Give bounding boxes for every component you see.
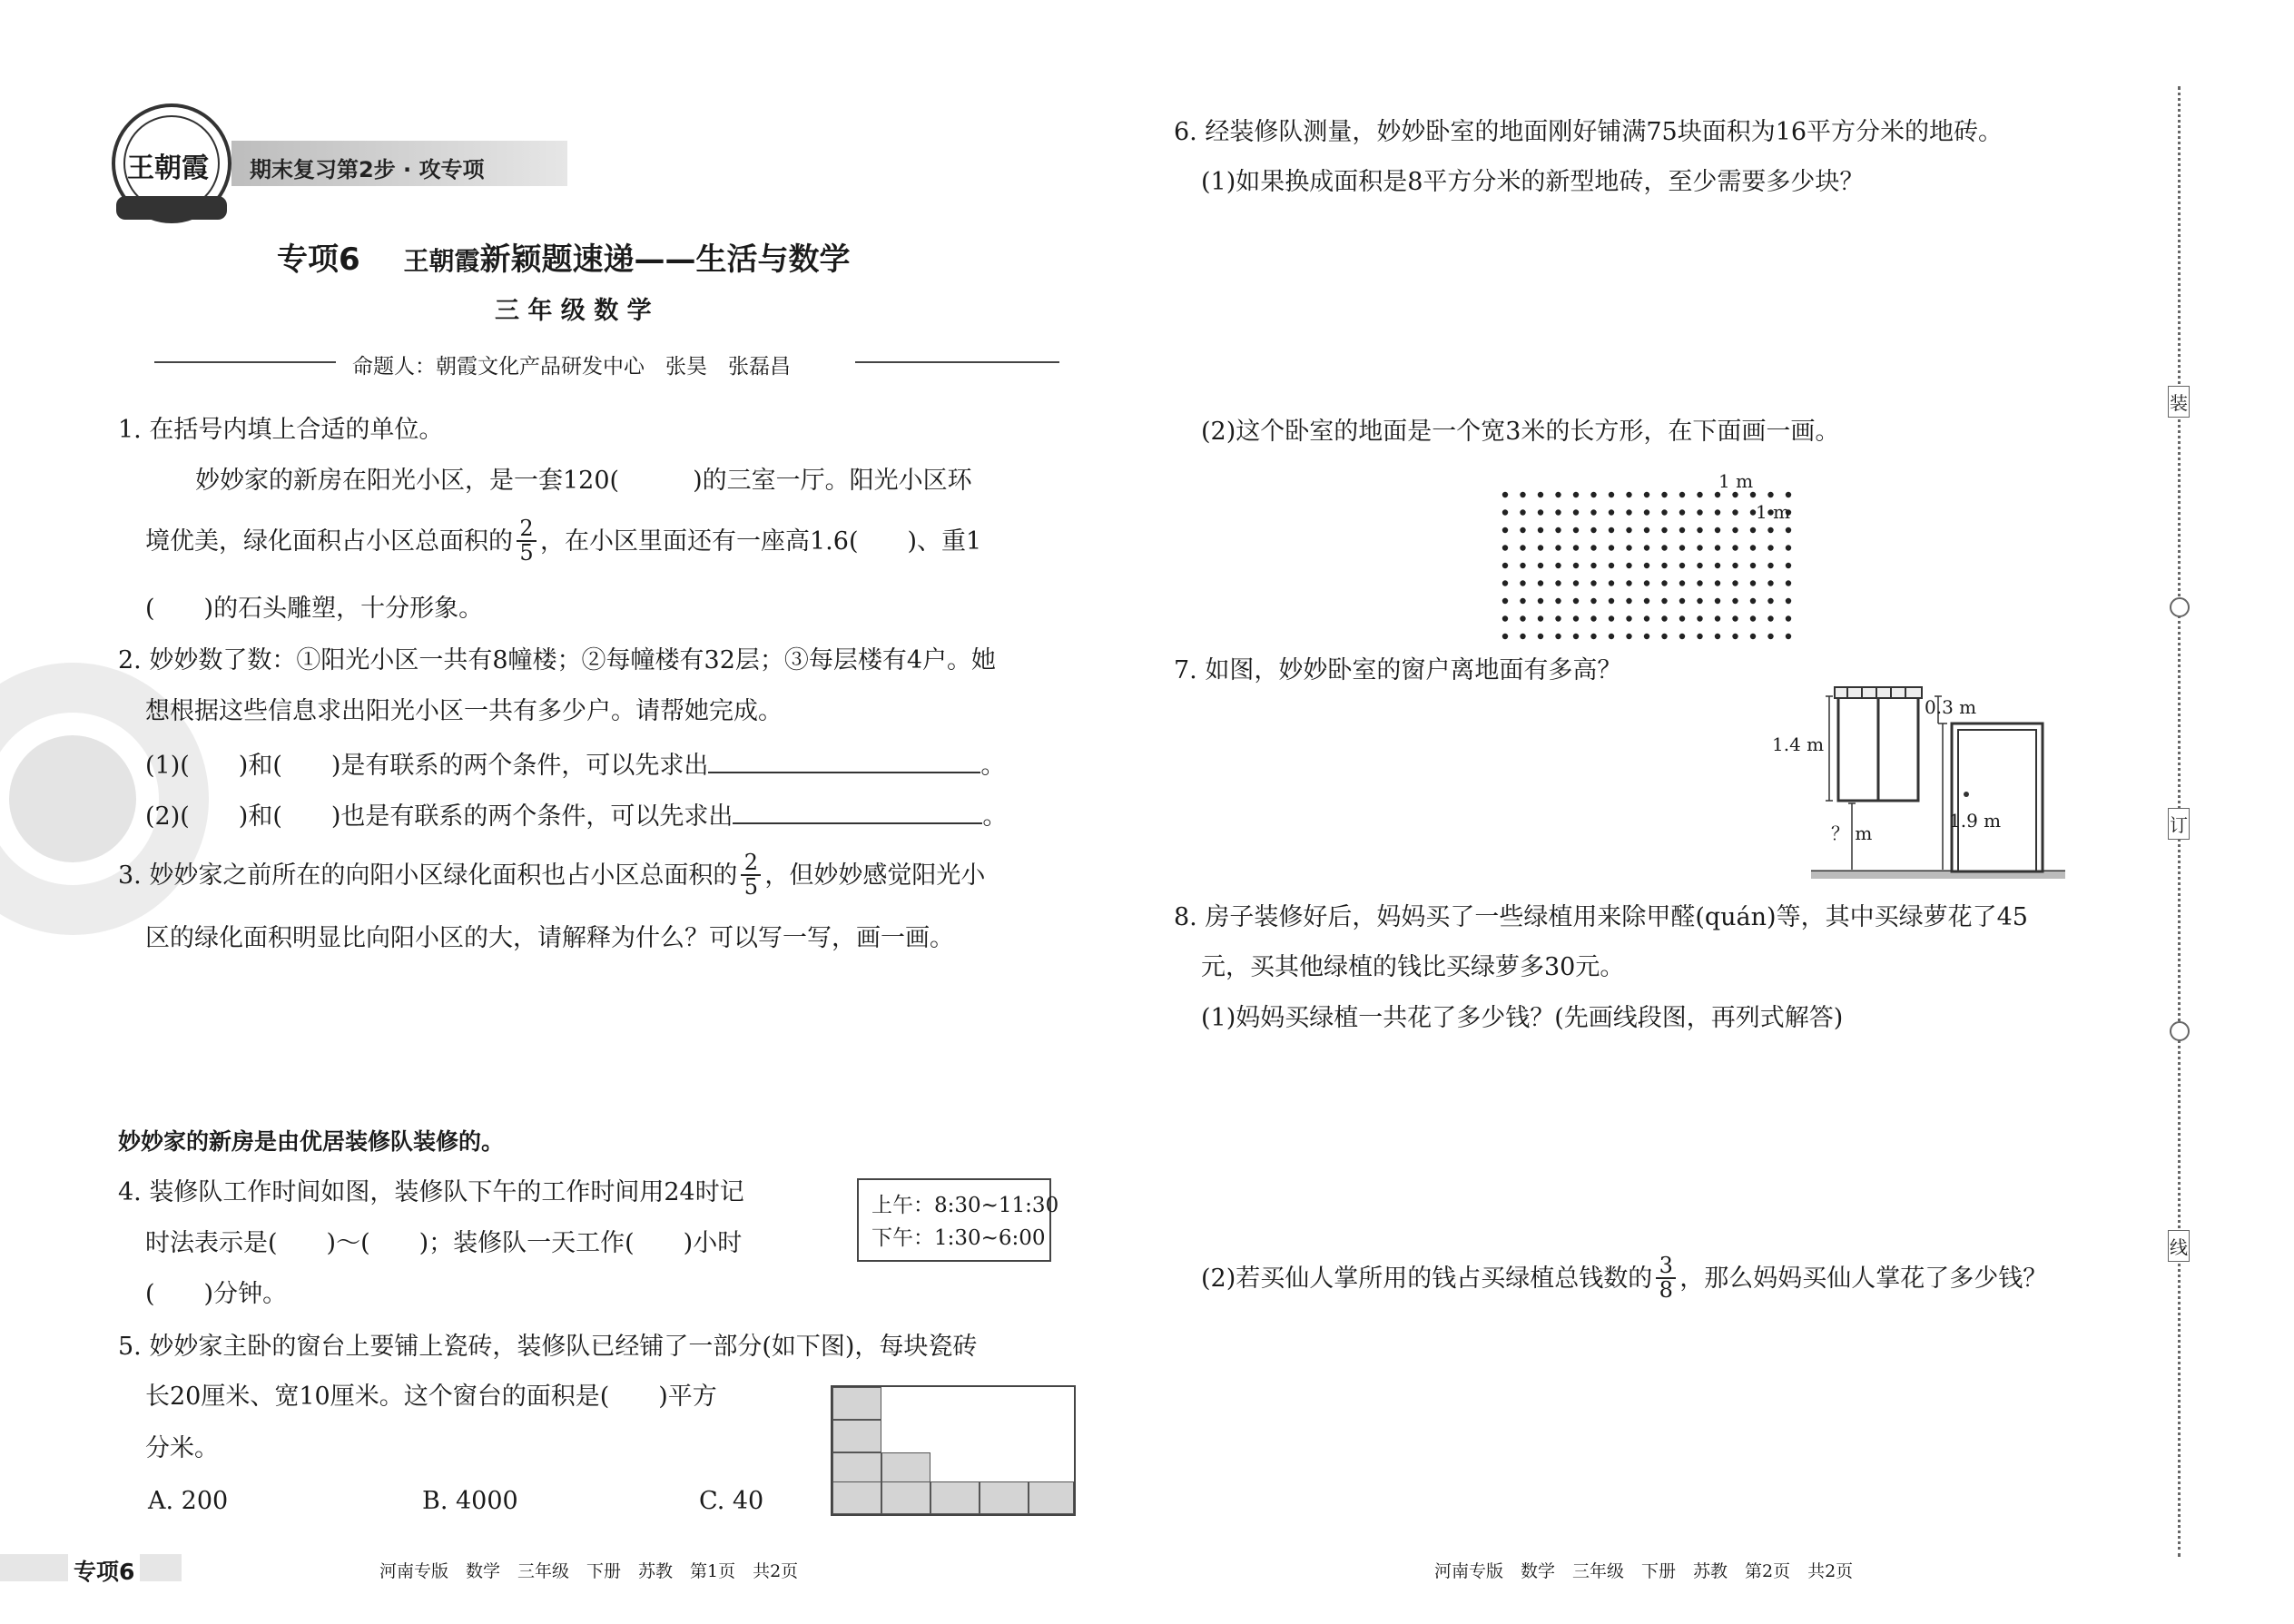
q2-answer-line-2[interactable] xyxy=(733,801,982,824)
q6-part1: (1)如果换成面积是8平方分米的新型地砖，至少需要多少块？ xyxy=(1201,168,1865,196)
grid-dot xyxy=(1626,615,1631,621)
grid-dot xyxy=(1661,509,1667,515)
grid-dot xyxy=(1573,598,1579,604)
q3-frac-num: 2 xyxy=(743,850,758,875)
grid-dot xyxy=(1609,615,1614,621)
grid-dot xyxy=(1732,527,1738,533)
grid-dot xyxy=(1555,598,1561,604)
grid-dot xyxy=(1732,545,1738,550)
q2-line2: 想根据这些信息求出阳光小区一共有多少户。请帮她完成。 xyxy=(145,697,783,725)
grid-dot xyxy=(1767,598,1773,604)
step-banner xyxy=(231,141,567,186)
grid-dot xyxy=(1750,545,1756,550)
grid-dot xyxy=(1661,527,1667,533)
tile xyxy=(832,1452,881,1485)
grid-dot xyxy=(1573,527,1579,533)
q8-part2 xyxy=(1201,1255,2047,1302)
grid-dot xyxy=(1573,545,1579,550)
grid-dot xyxy=(1555,615,1561,621)
grid-dot xyxy=(1786,492,1791,497)
q2-part2 xyxy=(145,801,1007,829)
grid-dot xyxy=(1538,545,1543,550)
grid-dot xyxy=(1679,527,1685,533)
grid-dot xyxy=(1697,563,1702,568)
grid-dot xyxy=(1520,598,1525,604)
q5-line3: 分米。 xyxy=(145,1434,219,1462)
grid-dot xyxy=(1626,545,1631,550)
binding-mark-ding: 订 xyxy=(2168,808,2190,840)
grid-dot xyxy=(1750,563,1756,568)
tile xyxy=(1029,1481,1074,1514)
grid-dot xyxy=(1573,563,1579,568)
grid-dot xyxy=(1590,509,1596,515)
grid-dot xyxy=(1767,615,1773,621)
grid-dot xyxy=(1555,492,1561,497)
grid-dot xyxy=(1520,509,1525,515)
q3-line1 xyxy=(118,851,985,899)
q8-fraction xyxy=(1656,1255,1676,1302)
q1-line3: ( )的石头雕塑，十分形象。 xyxy=(145,595,484,623)
grid-dot xyxy=(1767,580,1773,586)
grid-dot xyxy=(1644,509,1649,515)
q1-line2 xyxy=(145,517,981,565)
q5-option-c[interactable]: C. 40 xyxy=(699,1487,764,1515)
grid-dot xyxy=(1715,580,1720,586)
q8-frac-num: 3 xyxy=(1659,1253,1673,1278)
grid-dot xyxy=(1786,580,1791,586)
grid-dot xyxy=(1715,545,1720,550)
grid-dot xyxy=(1732,563,1738,568)
title-brand: 王朝霞 xyxy=(403,246,480,276)
grid-dot xyxy=(1697,545,1702,550)
grid-dot xyxy=(1590,634,1596,639)
grid-dot xyxy=(1697,580,1702,586)
q5-option-b[interactable]: B. 4000 xyxy=(422,1487,518,1515)
grid-dot xyxy=(1697,615,1702,621)
grid-dot xyxy=(1626,527,1631,533)
grid-dot xyxy=(1590,527,1596,533)
label-unknown-height: ？ m xyxy=(1831,822,1873,844)
work-hours-box xyxy=(857,1178,1059,1262)
grid-dot xyxy=(1502,527,1508,533)
grid-dot xyxy=(1697,634,1702,639)
q2-line1: 2. 妙妙数了数：①阳光小区一共有8幢楼；②每幢楼有32层；③每层楼有4户。她 xyxy=(118,646,997,674)
grid-dot xyxy=(1750,492,1756,497)
grid-dot xyxy=(1573,580,1579,586)
q3-line1-a: 3. 妙妙家之前所在的向阳小区绿化面积也占小区总面积的 xyxy=(118,861,738,890)
q1-line2-b: ，在小区里面还有一座高1.6( )、重1 xyxy=(540,527,982,556)
grid-dot xyxy=(1609,545,1614,550)
q3-line1-b: ，但妙妙感觉阳光小 xyxy=(764,861,986,890)
grid-dot xyxy=(1732,509,1738,515)
grid-dot xyxy=(1644,580,1649,586)
dot-grid-diagram xyxy=(1498,468,1807,640)
dim-label-horizontal: 1 m xyxy=(1718,470,1754,492)
q5-line2: 长20厘米、宽10厘米。这个窗台的面积是( )平方 xyxy=(145,1383,717,1411)
grid-dot xyxy=(1555,509,1561,515)
grid-dot xyxy=(1555,527,1561,533)
grid-dot xyxy=(1661,598,1667,604)
q4-line3: ( )分钟。 xyxy=(145,1280,288,1308)
grid-dot xyxy=(1767,527,1773,533)
grid-dot xyxy=(1502,509,1508,515)
grid-dot xyxy=(1555,580,1561,586)
grid-dot xyxy=(1732,634,1738,639)
logo-badge xyxy=(107,100,236,227)
tile xyxy=(832,1387,881,1420)
q3-frac-den: 5 xyxy=(743,874,758,901)
q8-part1: (1)妈妈买绿植一共花了多少钱？(先画线段图，再列式解答) xyxy=(1201,1004,1844,1032)
q1-line2-a: 境优美，绿化面积占小区总面积的 xyxy=(145,527,513,556)
q6-line1: 6. 经装修队测量，妙妙卧室的地面刚好铺满75块面积为16平方分米的地砖。 xyxy=(1174,118,2004,146)
grid-dot xyxy=(1538,615,1543,621)
grid-dot xyxy=(1644,598,1649,604)
grid-dot xyxy=(1679,492,1685,497)
q8-part2-a: (2)若买仙人掌所用的钱占买绿植总钱数的 xyxy=(1201,1264,1653,1293)
grid-dot xyxy=(1502,545,1508,550)
grid-dot xyxy=(1520,527,1525,533)
step-label: 期末复习第2步 · 攻专项 xyxy=(250,157,485,182)
grid-dot xyxy=(1715,563,1720,568)
title-main: 新颖题速递——生活与数学 xyxy=(479,241,851,278)
grid-dot xyxy=(1609,563,1614,568)
q5-line1: 5. 妙妙家主卧的窗台上要铺上瓷砖，装修队已经铺了一部分(如下图)，每块瓷砖 xyxy=(118,1333,978,1361)
grid-dot xyxy=(1502,615,1508,621)
grid-dot xyxy=(1609,598,1614,604)
grid-dot xyxy=(1573,492,1579,497)
grid-dot xyxy=(1590,580,1596,586)
grid-dot xyxy=(1626,509,1631,515)
grid-dot xyxy=(1786,545,1791,550)
q3-fraction xyxy=(741,851,761,899)
grid-dot xyxy=(1750,527,1756,533)
grid-dot xyxy=(1609,492,1614,497)
q8-part2-b: ，那么妈妈买仙人掌花了多少钱？ xyxy=(1679,1264,2048,1293)
grid-dot xyxy=(1573,615,1579,621)
q8-frac-den: 8 xyxy=(1659,1277,1673,1304)
grid-dot xyxy=(1715,615,1720,621)
grid-dot xyxy=(1520,563,1525,568)
grid-dot xyxy=(1538,563,1543,568)
q5-option-a[interactable]: A. 200 xyxy=(148,1487,229,1515)
grid-dot xyxy=(1502,598,1508,604)
q1-frac-num: 2 xyxy=(519,516,534,541)
q1-line1: 妙妙家的新房在阳光小区，是一套120( )的三室一厅。阳光小区环 xyxy=(195,467,972,495)
subtitle: 三 年 级 数 学 xyxy=(495,297,652,325)
grid-dot xyxy=(1590,598,1596,604)
grid-dot xyxy=(1609,527,1614,533)
q2-part2-text: (2)( )和( )也是有联系的两个条件，可以先求出 xyxy=(145,802,733,831)
binding-hole-icon xyxy=(2170,1021,2190,1041)
q1-stem: 1. 在括号内填上合适的单位。 xyxy=(118,416,444,444)
q4-line1: 4. 装修队工作时间如图，装修队下午的工作时间用24时记 xyxy=(118,1178,744,1206)
grid-dot xyxy=(1555,545,1561,550)
q8-line2: 元，买其他绿植的钱比买绿萝多30元。 xyxy=(1201,953,1625,981)
grid-dot xyxy=(1538,634,1543,639)
grid-dot xyxy=(1538,580,1543,586)
q2-part2-end: 。 xyxy=(982,802,1008,831)
grid-dot xyxy=(1750,580,1756,586)
grid-dot xyxy=(1732,492,1738,497)
q2-answer-line-1[interactable] xyxy=(708,750,980,773)
grid-dot xyxy=(1626,563,1631,568)
page-title xyxy=(277,234,851,279)
section-intro: 妙妙家的新房是由优居装修队装修的。 xyxy=(118,1128,505,1155)
grid-dot xyxy=(1573,634,1579,639)
grid-dot xyxy=(1609,634,1614,639)
label-window-height: 1.4 m xyxy=(1772,733,1825,755)
q1-frac-den: 5 xyxy=(519,540,534,566)
grid-dot xyxy=(1626,598,1631,604)
grid-dot xyxy=(1590,563,1596,568)
title-prefix: 专项6 xyxy=(277,241,360,278)
grid-dot xyxy=(1520,580,1525,586)
grid-dot xyxy=(1732,598,1738,604)
grid-dot xyxy=(1697,509,1702,515)
grid-dot xyxy=(1732,615,1738,621)
grid-dot xyxy=(1732,580,1738,586)
grid-dot xyxy=(1679,634,1685,639)
grid-dot xyxy=(1715,527,1720,533)
grid-dot xyxy=(1644,563,1649,568)
author-line: 命题人：朝霞文化产品研发中心 张昊 张磊昌 xyxy=(352,355,791,379)
grid-dot xyxy=(1538,598,1543,604)
tile xyxy=(881,1481,930,1514)
binding-mark-xian: 线 xyxy=(2168,1230,2190,1262)
grid-dot xyxy=(1661,615,1667,621)
q4-line2: 时法表示是( )～( )；装修队一天工作( )小时 xyxy=(145,1229,743,1257)
logo-text: 王朝霞 xyxy=(127,153,209,184)
watermark-seal xyxy=(0,635,245,962)
grid-dot xyxy=(1502,492,1508,497)
footer-info-left: 河南专版 数学 三年级 下册 苏教 第1页 共2页 xyxy=(379,1561,799,1581)
grid-dot xyxy=(1786,527,1791,533)
grid-dot xyxy=(1644,492,1649,497)
grid-dot xyxy=(1538,492,1543,497)
grid-dot xyxy=(1538,509,1543,515)
dim-label-vertical: 1 m xyxy=(1756,501,1791,523)
grid-dot xyxy=(1609,580,1614,586)
grid-dot xyxy=(1715,492,1720,497)
grid-dot xyxy=(1767,563,1773,568)
grid-dot xyxy=(1767,634,1773,639)
grid-dot xyxy=(1626,492,1631,497)
grid-dot xyxy=(1502,563,1508,568)
tile xyxy=(832,1420,881,1452)
grid-dot xyxy=(1679,615,1685,621)
tile xyxy=(930,1481,980,1514)
grid-dot xyxy=(1538,527,1543,533)
grid-dot xyxy=(1679,580,1685,586)
grid-dot xyxy=(1786,563,1791,568)
q2-part1-end: 。 xyxy=(980,752,1006,780)
label-door-height: 1.9 m xyxy=(1949,810,2002,832)
windowsill-tile-diagram xyxy=(831,1385,1076,1516)
grid-dot xyxy=(1626,634,1631,639)
grid-dot xyxy=(1661,492,1667,497)
grid-dot xyxy=(1786,598,1791,604)
grid-dot xyxy=(1502,634,1508,639)
grid-dot xyxy=(1715,509,1720,515)
tile xyxy=(980,1481,1029,1514)
grid-dot xyxy=(1767,492,1773,497)
grid-dot xyxy=(1750,615,1756,621)
grid-dot xyxy=(1520,492,1525,497)
grid-dot xyxy=(1679,509,1685,515)
grid-dot xyxy=(1520,615,1525,621)
grid-dot xyxy=(1679,598,1685,604)
author-rule-right xyxy=(855,361,1059,363)
tile xyxy=(832,1481,881,1514)
q7-line1: 7. 如图，妙妙卧室的窗户离地面有多高？ xyxy=(1174,656,1622,684)
grid-dot xyxy=(1644,615,1649,621)
grid-dot xyxy=(1555,634,1561,639)
grid-dot xyxy=(1750,598,1756,604)
footer-tag: 专项6 xyxy=(68,1554,140,1587)
grid-dot xyxy=(1644,545,1649,550)
grid-dot xyxy=(1697,492,1702,497)
grid-dot xyxy=(1750,634,1756,639)
author-rule-left xyxy=(154,361,336,363)
grid-dot xyxy=(1661,563,1667,568)
grid-dot xyxy=(1697,598,1702,604)
grid-dot xyxy=(1609,509,1614,515)
grid-dot xyxy=(1502,580,1508,586)
grid-dot xyxy=(1590,615,1596,621)
grid-dot xyxy=(1786,615,1791,621)
binding-hole-icon xyxy=(2170,597,2190,617)
footer-info-right: 河南专版 数学 三年级 下册 苏教 第2页 共2页 xyxy=(1434,1561,1854,1581)
grid-dot xyxy=(1715,634,1720,639)
grid-dot xyxy=(1573,509,1579,515)
grid-dot xyxy=(1644,634,1649,639)
grid-dot xyxy=(1555,563,1561,568)
grid-dot xyxy=(1679,545,1685,550)
grid-dot xyxy=(1715,598,1720,604)
label-top-gap: 0.3 m xyxy=(1925,696,1977,718)
q2-part1 xyxy=(145,750,1005,778)
grid-dot xyxy=(1520,634,1525,639)
q1-fraction xyxy=(517,517,537,565)
q8-line1: 8. 房子装修好后，妈妈买了一些绿植用来除甲醛(quán)等，其中买绿萝花了45 xyxy=(1174,903,2028,931)
q6-part2: (2)这个卧室的地面是一个宽3米的长方形，在下面画一画。 xyxy=(1201,418,1840,446)
grid-dot xyxy=(1786,634,1791,639)
grid-dot xyxy=(1767,545,1773,550)
grid-dot xyxy=(1661,545,1667,550)
grid-dot xyxy=(1590,492,1596,497)
grid-dot xyxy=(1697,527,1702,533)
binding-mark-zhuang: 装 xyxy=(2168,386,2190,418)
tile xyxy=(881,1452,930,1485)
q2-part1-text: (1)( )和( )是有联系的两个条件，可以先求出 xyxy=(145,752,709,780)
grid-dot xyxy=(1590,545,1596,550)
work-hours-pm: 下午：1:30~6:00 xyxy=(871,1226,1046,1250)
q3-line2: 区的绿化面积明显比向阳小区的大，请解释为什么？可以写一写，画一画。 xyxy=(145,924,954,952)
grid-dot xyxy=(1679,563,1685,568)
grid-dot xyxy=(1661,580,1667,586)
grid-dot xyxy=(1626,580,1631,586)
grid-dot xyxy=(1661,634,1667,639)
grid-dot xyxy=(1644,527,1649,533)
grid-dot xyxy=(1520,545,1525,550)
work-hours-am: 上午：8:30~11:30 xyxy=(871,1194,1059,1217)
